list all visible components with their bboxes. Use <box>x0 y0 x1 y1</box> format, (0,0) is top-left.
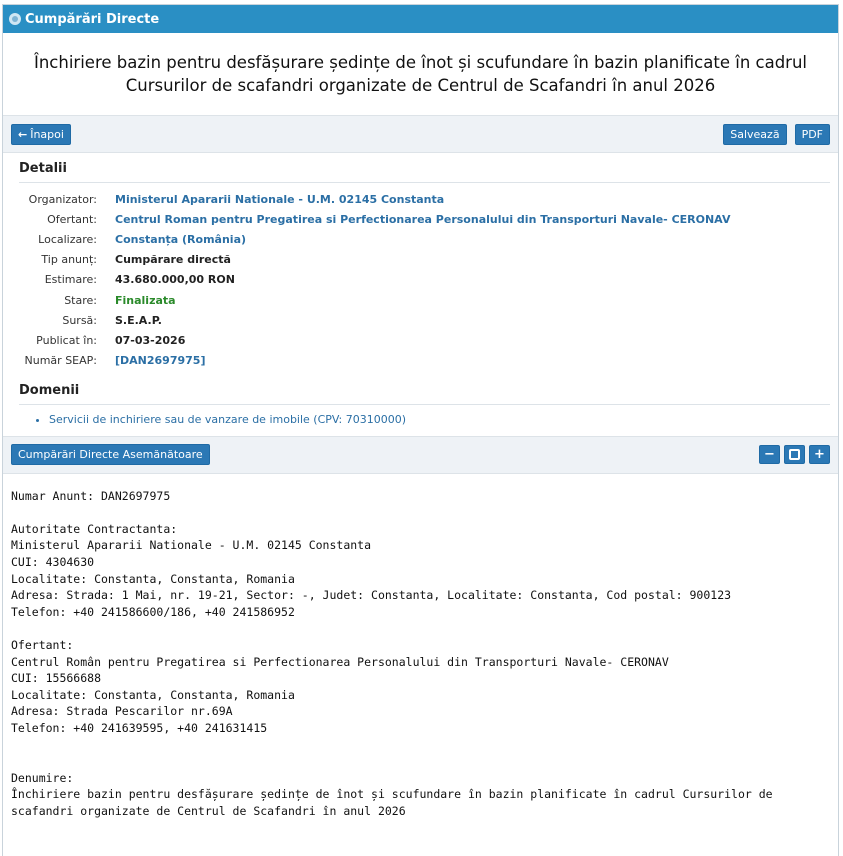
seap-number-link[interactable]: [DAN2697975] <box>115 354 206 368</box>
domains-section-title: Domenii <box>19 375 830 405</box>
organizator-link[interactable]: Ministerul Apararii Nationale - U.M. 02145 Constanta <box>115 192 445 206</box>
bidder-address: Adresa: Strada Pescarilor nr.69A <box>11 704 233 719</box>
detail-label: Organizator: <box>28 192 97 206</box>
detail-label: Publicat în: <box>36 333 97 347</box>
detail-label: Estimare: <box>44 273 97 287</box>
back-button[interactable] <box>11 124 71 145</box>
save-button[interactable]: Salvează <box>723 124 786 145</box>
status-badge: Finalizata <box>115 293 176 307</box>
square-icon <box>789 449 800 460</box>
sursa-value: S.E.A.P. <box>115 313 162 327</box>
detail-label: Tip anunț: <box>41 253 97 267</box>
page-title: Închiriere bazin pentru desfășurare ședințe de înot și scufundare în bazin planificate în cadrul Cursurilor de scafandri organizate de Centrul de Scafandri în anul 2026 <box>3 33 838 116</box>
detail-row-sursa <box>3 310 838 330</box>
denumire-text: Închiriere bazin pentru desfășurare ședințe de înot și scufundare în bazin planificate în cadrul Cursurilor de scafandri organizate de Centrul de Scafandri în anul 2026 <box>11 787 773 818</box>
authority-locality: Localitate: Constanta, Constanta, Romania <box>11 571 295 586</box>
restore-button[interactable] <box>784 445 805 464</box>
detail-row-ofertant <box>3 209 838 229</box>
authority-name: Ministerul Apararii Nationale - U.M. 02145 Constanta <box>11 538 372 553</box>
detail-row-tip-anunt <box>3 250 838 270</box>
detail-label: Localizare: <box>38 232 97 246</box>
detail-row-numar-seap <box>3 351 838 371</box>
bidder-label: Ofertant: <box>11 638 74 653</box>
authority-label: Autoritate Contractanta: <box>11 521 178 536</box>
bidder-name: Centrul Român pentru Pregatirea si Perfectionarea Personalului din Transporturi Navale- CERONAV <box>11 654 669 669</box>
back-label: Înapoi <box>30 127 64 141</box>
similar-toolbar <box>3 436 838 474</box>
main-panel <box>2 4 839 856</box>
detail-row-publicat <box>3 330 838 350</box>
domains-list <box>3 405 838 436</box>
panel-header <box>3 5 838 33</box>
authority-address: Adresa: Strada: 1 Mai, nr. 19-21, Sector: -, Judet: Constanta, Localitate: Constanta, Cod postal: 900123 <box>11 588 732 603</box>
domain-link[interactable]: • Servicii de inchiriere sau de vanzare de imobile (CPV: 70310000) <box>49 413 838 426</box>
top-toolbar <box>3 116 838 153</box>
panel-title: Cumpărări Directe <box>25 11 160 27</box>
detail-label: Ofertant: <box>47 212 97 226</box>
bidder-cui: CUI: 15566688 <box>11 671 102 686</box>
authority-phone: Telefon: +40 241586600/186, +40 241586952 <box>11 604 295 619</box>
detail-row-stare <box>3 290 838 310</box>
bidder-locality: Localitate: Constanta, Constanta, Romania <box>11 687 295 702</box>
bidder-phone: Telefon: +40 241639595, +40 241631415 <box>11 721 268 735</box>
detail-row-estimare <box>3 270 838 290</box>
authority-cui: CUI: 4304630 <box>11 555 95 570</box>
pdf-button[interactable]: PDF <box>795 124 830 145</box>
minus-icon: − <box>764 447 775 463</box>
estimare-value: 43.680.000,00 RON <box>115 273 235 287</box>
globe-icon <box>9 13 21 25</box>
collapse-button[interactable] <box>759 445 780 464</box>
detail-label: Număr SEAP: <box>24 354 97 368</box>
detail-label: Sursă: <box>62 313 97 327</box>
details-list <box>3 183 838 375</box>
detail-row-localizare <box>3 229 838 249</box>
arrow-left-icon: ← <box>18 127 28 141</box>
details-section-title: Detalii <box>19 153 830 183</box>
announcement-body <box>3 474 838 820</box>
localizare-link[interactable]: Constanța (România) <box>115 232 247 246</box>
similar-purchases-button[interactable]: Cumpărări Directe Asemănătoare <box>11 444 210 465</box>
detail-label: Stare: <box>64 293 97 307</box>
expand-button[interactable] <box>809 445 830 464</box>
detail-row-organizator <box>3 189 838 209</box>
publicat-value: 07-03-2026 <box>115 333 186 347</box>
ofertant-link[interactable]: Centrul Roman pentru Pregatirea si Perfectionarea Personalului din Transporturi Navale- CERONAV <box>115 212 731 226</box>
denumire-label: Denumire: <box>11 770 74 785</box>
announcement-number: Numar Anunt: DAN2697975 <box>11 488 171 503</box>
plus-icon: + <box>814 447 825 463</box>
tip-anunt-value: Cumpărare directă <box>115 253 231 267</box>
